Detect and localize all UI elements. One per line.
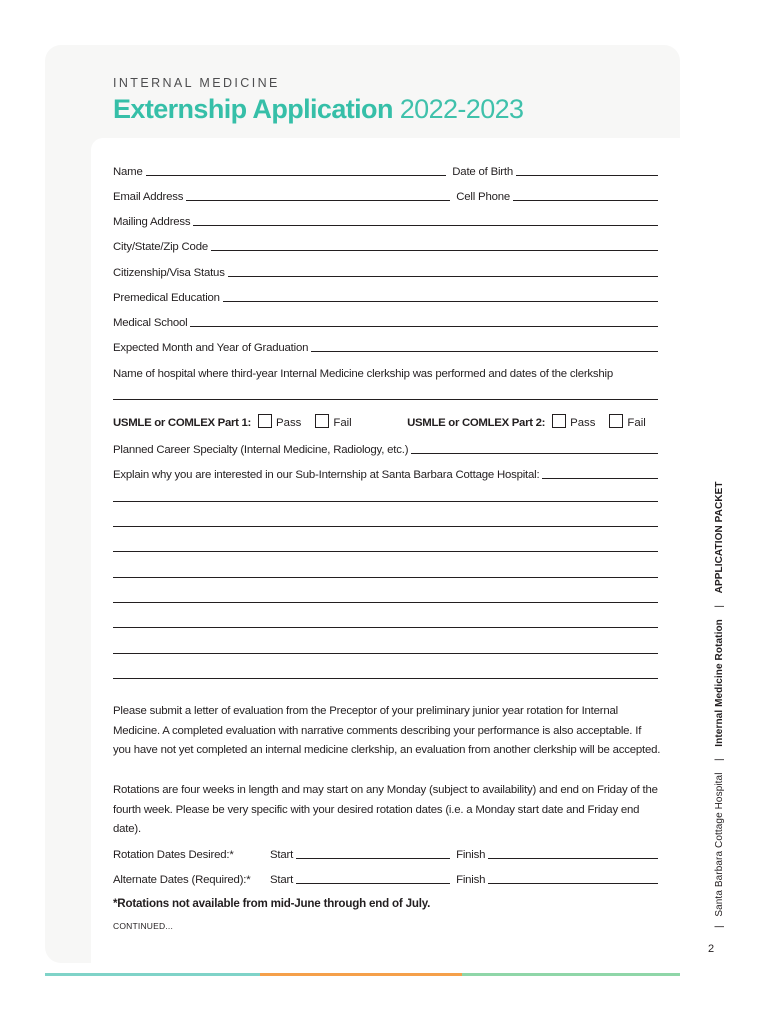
city-field[interactable]	[211, 239, 658, 251]
hospital-answer-field[interactable]	[113, 399, 658, 400]
citizenship-row	[113, 263, 658, 279]
stripe-green	[462, 973, 680, 976]
usmle1-fail-label: Fail	[333, 417, 352, 429]
stripe-teal	[45, 973, 260, 976]
alternate-dates-row	[113, 870, 658, 886]
explain-line-8[interactable]	[113, 678, 658, 679]
alternate-start-field[interactable]	[296, 872, 450, 884]
page-title	[113, 94, 523, 125]
alternate-finish-field[interactable]	[488, 872, 658, 884]
packet-name: APPLICATION PACKET	[714, 481, 725, 594]
city-row	[113, 237, 658, 253]
usmle1-fail-checkbox[interactable]	[315, 414, 329, 428]
career-row	[113, 440, 658, 456]
name-row	[113, 162, 658, 178]
separator: |	[714, 758, 725, 761]
usmle2-pass-checkbox[interactable]	[552, 414, 566, 428]
cell-field[interactable]	[513, 189, 658, 201]
usmle1-pass-label: Pass	[276, 417, 302, 429]
mailing-field[interactable]	[193, 214, 658, 226]
section-eyebrow: INTERNAL MEDICINE	[113, 76, 280, 90]
medschool-label: Medical School	[113, 317, 188, 329]
alternate-label: Alternate Dates (Required):*	[113, 874, 251, 886]
continued-label: CONTINUED...	[113, 921, 174, 931]
premed-row	[113, 288, 658, 304]
mailing-row	[113, 212, 658, 228]
vertical-footer	[714, 481, 725, 928]
usmle1-label: USMLE or COMLEX Part 1:	[113, 417, 252, 429]
explain-line-2[interactable]	[113, 526, 658, 527]
alternate-finish-label: Finish	[456, 874, 486, 886]
desired-dates-row	[113, 845, 658, 861]
desired-label: Rotation Dates Desired:*	[113, 849, 234, 861]
desired-start-field[interactable]	[296, 847, 450, 859]
availability-note: *Rotations not available from mid-June through end of July.	[113, 897, 431, 910]
stripe-orange	[260, 973, 462, 976]
explain-label: Explain why you are interested in our Sub-Internship at Santa Barbara Cottage Hospital:	[113, 469, 540, 481]
explain-field[interactable]	[542, 467, 658, 479]
dob-label: Date of Birth	[452, 166, 513, 178]
explain-line-7[interactable]	[113, 653, 658, 654]
desired-finish-label: Finish	[456, 849, 486, 861]
page-number: 2	[708, 943, 715, 955]
rotation-name: Internal Medicine Rotation	[714, 619, 725, 747]
explain-row	[113, 465, 658, 481]
email-row	[113, 187, 658, 203]
desired-finish-field[interactable]	[488, 847, 658, 859]
cell-label: Cell Phone	[456, 191, 510, 203]
usmle-row	[113, 414, 658, 432]
desired-start-label: Start	[270, 849, 294, 861]
email-field[interactable]	[186, 189, 450, 201]
hospital-name: Santa Barbara Cottage Hospital	[714, 772, 725, 917]
title-main: Externship Application	[113, 94, 393, 124]
explain-line-1[interactable]	[113, 501, 658, 502]
career-field[interactable]	[411, 442, 658, 454]
medschool-row	[113, 313, 658, 329]
email-label: Email Address	[113, 191, 184, 203]
mailing-label: Mailing Address	[113, 216, 191, 228]
hospital-question-label: Name of hospital where third-year Internal Medicine clerkship was performed and dates of the clerkship	[113, 368, 614, 380]
name-field[interactable]	[146, 164, 447, 176]
usmle2-pass-label: Pass	[570, 417, 596, 429]
usmle2-label: USMLE or COMLEX Part 2:	[407, 417, 546, 429]
city-label: City/State/Zip Code	[113, 241, 208, 253]
alternate-start-label: Start	[270, 874, 294, 886]
explain-line-5[interactable]	[113, 602, 658, 603]
citizenship-label: Citizenship/Visa Status	[113, 267, 225, 279]
name-label: Name	[113, 166, 143, 178]
usmle2-fail-checkbox[interactable]	[609, 414, 623, 428]
rotations-paragraph: Rotations are four weeks in length and may start on any Monday (subject to availability) and end on Friday of the fourth week. Please be very specific with your desired rotation dates (i.e. a Monday start date and Friday end date).	[113, 784, 658, 835]
separator: |	[714, 604, 725, 608]
usmle1-pass-checkbox[interactable]	[258, 414, 272, 428]
separator: |	[714, 925, 725, 928]
premed-field[interactable]	[223, 290, 658, 302]
graduation-field[interactable]	[311, 340, 658, 352]
evaluation-paragraph: Please submit a letter of evaluation from the Preceptor of your preliminary junior year rotation for Internal Medicine. A completed evaluation with narrative comments describing your performance is also acceptable. If you have not yet completed an internal medicine clerkship, an evaluation from another clerkship will be accepted.	[113, 705, 661, 756]
graduation-label: Expected Month and Year of Graduation	[113, 342, 309, 354]
dob-field[interactable]	[516, 164, 658, 176]
usmle2-fail-label: Fail	[627, 417, 646, 429]
medschool-field[interactable]	[190, 315, 658, 327]
explain-line-6[interactable]	[113, 627, 658, 628]
title-year: 2022-2023	[399, 94, 524, 124]
citizenship-field[interactable]	[228, 265, 658, 277]
career-label: Planned Career Specialty (Internal Medicine, Radiology, etc.)	[113, 444, 409, 456]
explain-line-3[interactable]	[113, 551, 658, 552]
explain-line-4[interactable]	[113, 577, 658, 578]
hospital-question-row	[113, 364, 658, 380]
graduation-row	[113, 338, 658, 354]
premed-label: Premedical Education	[113, 292, 220, 304]
